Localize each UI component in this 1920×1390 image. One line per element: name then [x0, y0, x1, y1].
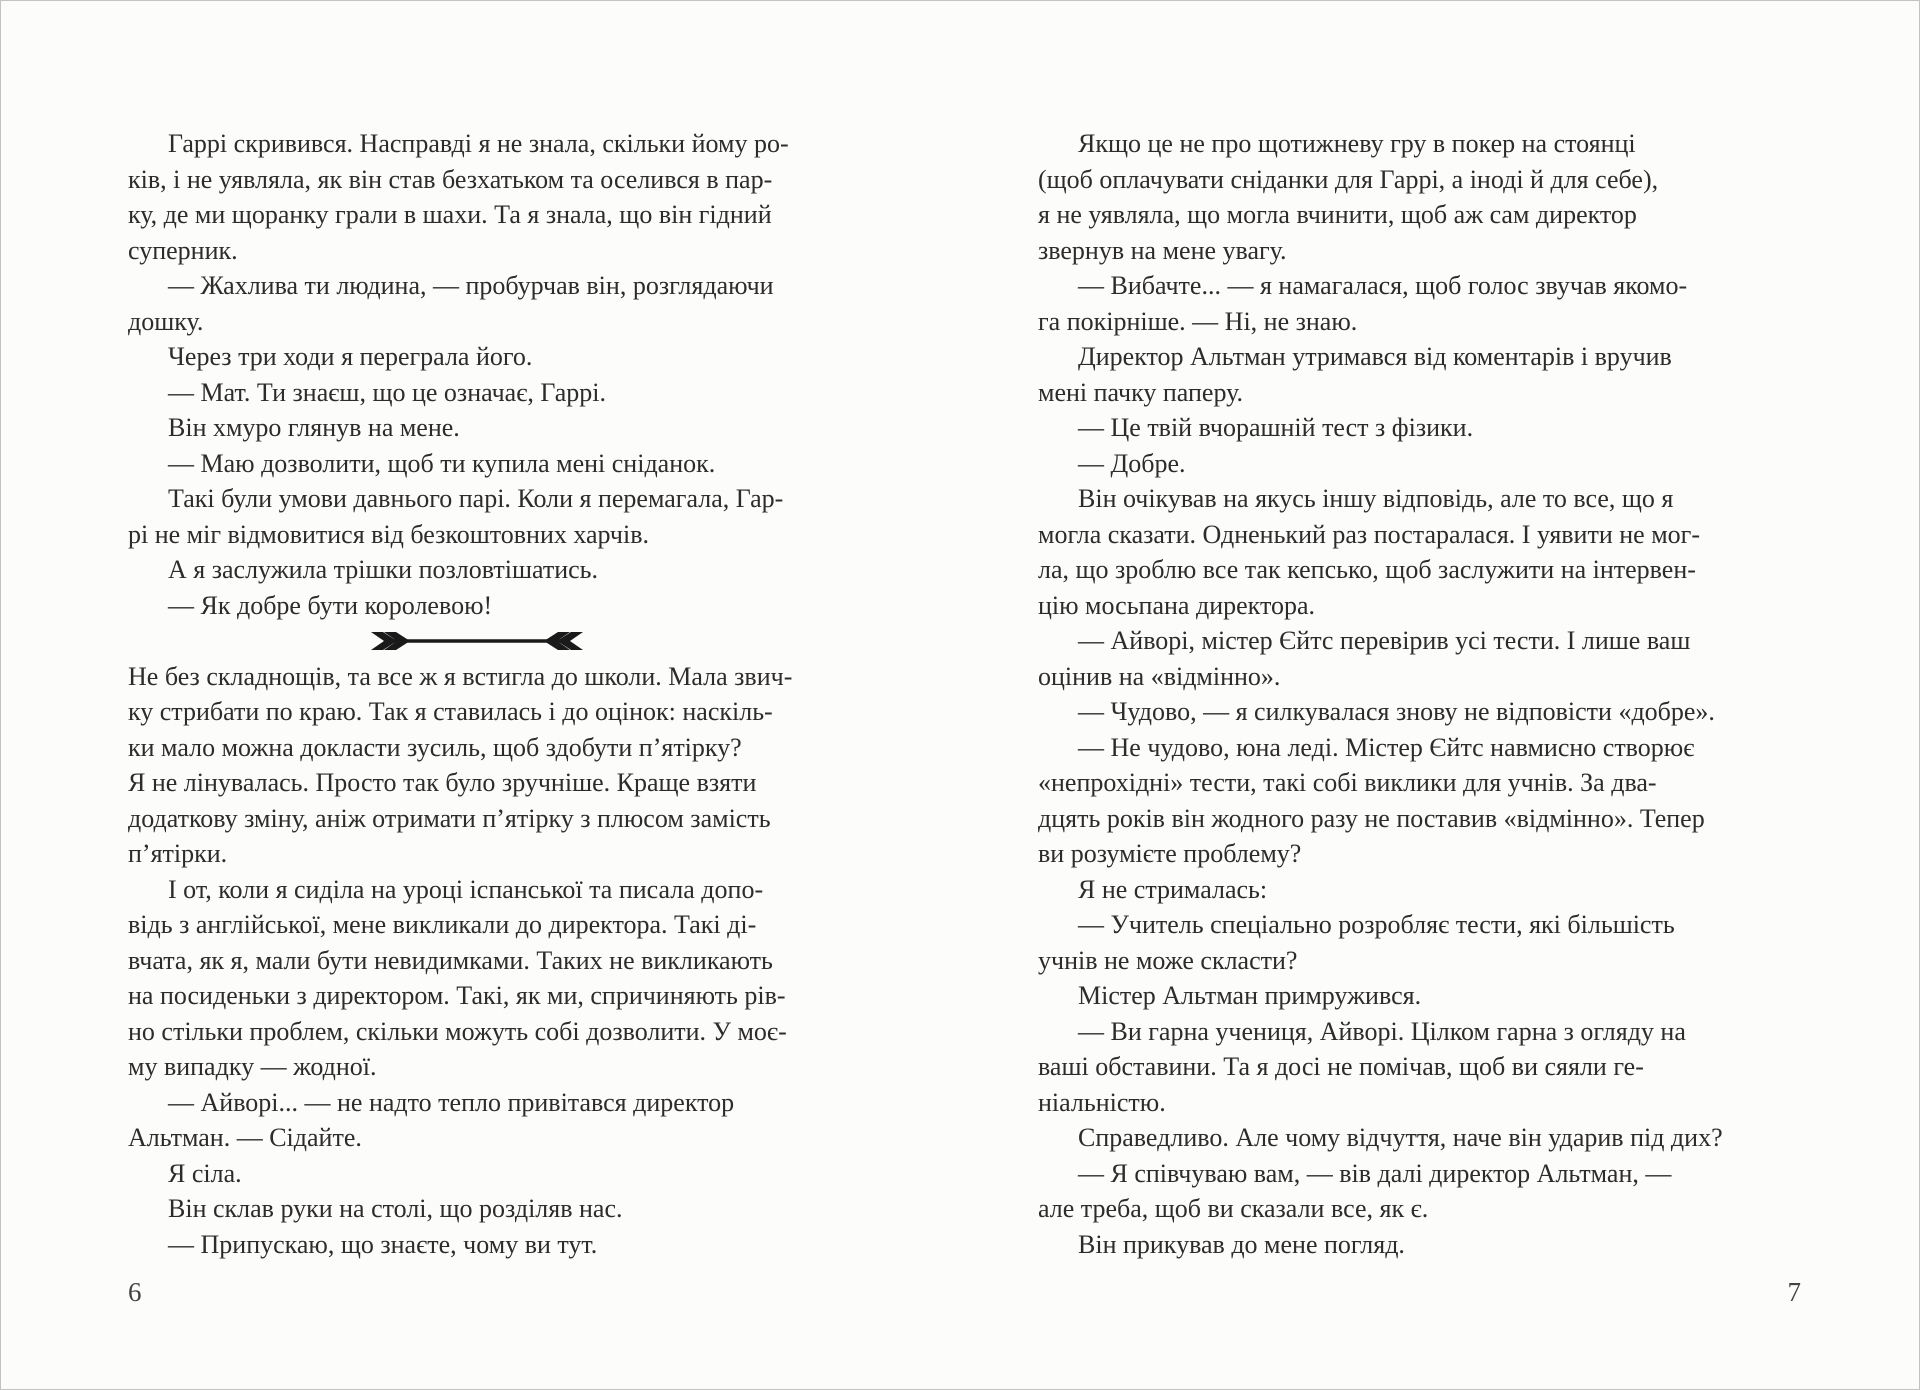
text-line: я не уявляла, що могла вчинити, щоб аж сам директор	[1038, 200, 1637, 229]
text-line: «непрохідні» тести, такі собі виклики для учнів. За два-	[1038, 768, 1657, 797]
section-divider	[128, 623, 891, 659]
text-line: Він очікував на якусь іншу відповідь, але то все, що я	[1078, 484, 1674, 513]
text-line: га покірніше. — Ні, не знаю.	[1038, 306, 1358, 336]
text-line: дцять років він жодного разу не поставив «відмінно». Тепер	[1038, 803, 1705, 833]
left-page	[128, 126, 891, 1262]
text-line: Альтман. — Сідайте.	[128, 1123, 362, 1152]
text-line: ніальністю.	[1038, 1087, 1166, 1117]
text-line: п’ятірки.	[128, 839, 228, 868]
text-line: рі не міг відмовитися від безкоштовних харчів.	[128, 519, 649, 549]
right-page	[1038, 126, 1801, 1262]
text-line: звернув на мене увагу.	[1038, 235, 1287, 265]
text-line: А я заслужила трішки позловтішатись.	[168, 555, 599, 584]
text-line: — Мат. Ти знаєш, що це означає, Гаррі.	[168, 377, 607, 407]
text-line: вчата, як я, мали бути невидимками. Таких не викликають	[128, 945, 773, 975]
arrow-divider-icon	[371, 632, 583, 650]
text-line: Він хмуро глянув на мене.	[168, 413, 460, 442]
text-line: оцінив на «відмінно».	[1038, 661, 1281, 691]
text-line: ку стрибати по краю. Так я ставилась і до оцінок: наскіль-	[128, 697, 773, 726]
text-line: — Припускаю, що знаєте, чому ви тут.	[168, 1229, 598, 1259]
text-line: могла сказати. Одненький раз постаралася. І уявити не мог-	[1038, 519, 1700, 549]
text-line: Я не лінувалась. Просто так було зручніше. Краще взяти	[128, 768, 757, 797]
text-line: ки мало можна докласти зусиль, щоб здобути п’ятірку?	[128, 732, 742, 762]
text-line: ла, що зроблю все так кепсько, щоб заслужити на інтервен-	[1038, 555, 1696, 584]
text-line: Директор Альтман утримався від коментарів і вручив	[1078, 342, 1672, 371]
text-line: Я не стрималась:	[1078, 874, 1268, 904]
text-line: — Жахлива ти людина, — пробурчав він, розглядаючи	[168, 271, 774, 300]
text-line: Я сіла.	[168, 1158, 242, 1188]
page-number-left: 6	[128, 1277, 142, 1307]
text-line: — Вибачте... — я намагалася, щоб голос звучав якомо-	[1078, 271, 1688, 300]
text-line: Гаррі скривився. Насправді я не знала, скільки йому ро-	[168, 129, 789, 158]
text-line: — Не чудово, юна леді. Містер Єйтс навмисно створює	[1078, 732, 1695, 762]
text-line: Через три ходи я переграла його.	[168, 342, 533, 371]
text-line: — Маю дозволити, щоб ти купила мені сніданок.	[168, 448, 716, 478]
text-line: Він прикував до мене погляд.	[1078, 1229, 1405, 1259]
text-line: но стільки проблем, скільки можуть собі дозволити. У моє-	[128, 1016, 787, 1046]
text-line: мені пачку паперу.	[1038, 377, 1244, 407]
text-line: ви розумієте проблему?	[1038, 839, 1302, 868]
text-line: — Я співчуваю вам, — вів далі директор Альтман, —	[1078, 1158, 1672, 1188]
text-line: Якщо це не про щотижневу гру в покер на стоянці	[1078, 129, 1636, 158]
text-line: Містер Альтман примружився.	[1078, 981, 1422, 1010]
text-line: але треба, щоб ви сказали все, як є.	[1038, 1194, 1429, 1223]
text-line: Справедливо. Але чому відчуття, наче він ударив під дих?	[1078, 1123, 1723, 1152]
text-line: (щоб оплачувати сніданки для Гаррі, а іноді й для себе),	[1038, 164, 1659, 194]
text-line: додаткову зміну, аніж отримати п’ятірку з плюсом замість	[128, 803, 771, 833]
text-line: учнів не може скласти?	[1038, 945, 1298, 975]
text-line: Не без складнощів, та все ж я встигла до школи. Мала звич-	[128, 661, 793, 691]
text-lines	[1038, 126, 1801, 1262]
text-line: цію мосьпана директора.	[1038, 590, 1315, 620]
text-line: — Добре.	[1078, 448, 1186, 478]
text-line: відь з англійської, мене викликали до директора. Такі ді-	[128, 910, 757, 939]
text-line: — Це твій вчорашній тест з фізики.	[1078, 413, 1474, 442]
text-line: — Айворі, містер Єйтс перевірив усі тести. І лише ваш	[1078, 626, 1691, 655]
page-number-right: 7	[1787, 1277, 1801, 1307]
text-line: ків, і не уявляла, як він став безхатьком та оселився в пар-	[128, 164, 773, 194]
text-line: ку, де ми щоранку грали в шахи. Та я знала, що він гідний	[128, 200, 772, 229]
text-line: дошку.	[128, 306, 204, 336]
text-line: ваші обставини. Та я досі не помічав, щоб ви сяяли ге-	[1038, 1052, 1644, 1081]
text-line: Він склав руки на столі, що розділяв нас.	[168, 1194, 623, 1223]
text-line: — Учитель спеціально розробляє тести, які більшість	[1078, 910, 1675, 939]
text-line: — Чудово, — я силкувалася знову не відповісти «добре».	[1078, 697, 1715, 726]
text-line: — Айворі... — не надто тепло привітався директор	[168, 1087, 735, 1117]
text-line: І от, коли я сиділа на уроці іспанської та писала допо-	[168, 874, 764, 904]
text-line: му випадку — жодної.	[128, 1052, 377, 1081]
text-lines	[128, 126, 891, 1262]
text-line: Такі були умови давнього парі. Коли я перемагала, Гар-	[168, 484, 784, 513]
text-line: — Ви гарна учениця, Айворі. Цілком гарна з огляду на	[1078, 1016, 1686, 1046]
text-line: на посиденьки з директором. Такі, як ми, спричиняють рів-	[128, 981, 786, 1010]
text-line: суперник.	[128, 235, 238, 265]
text-line: — Як добре бути королевою!	[168, 590, 493, 620]
